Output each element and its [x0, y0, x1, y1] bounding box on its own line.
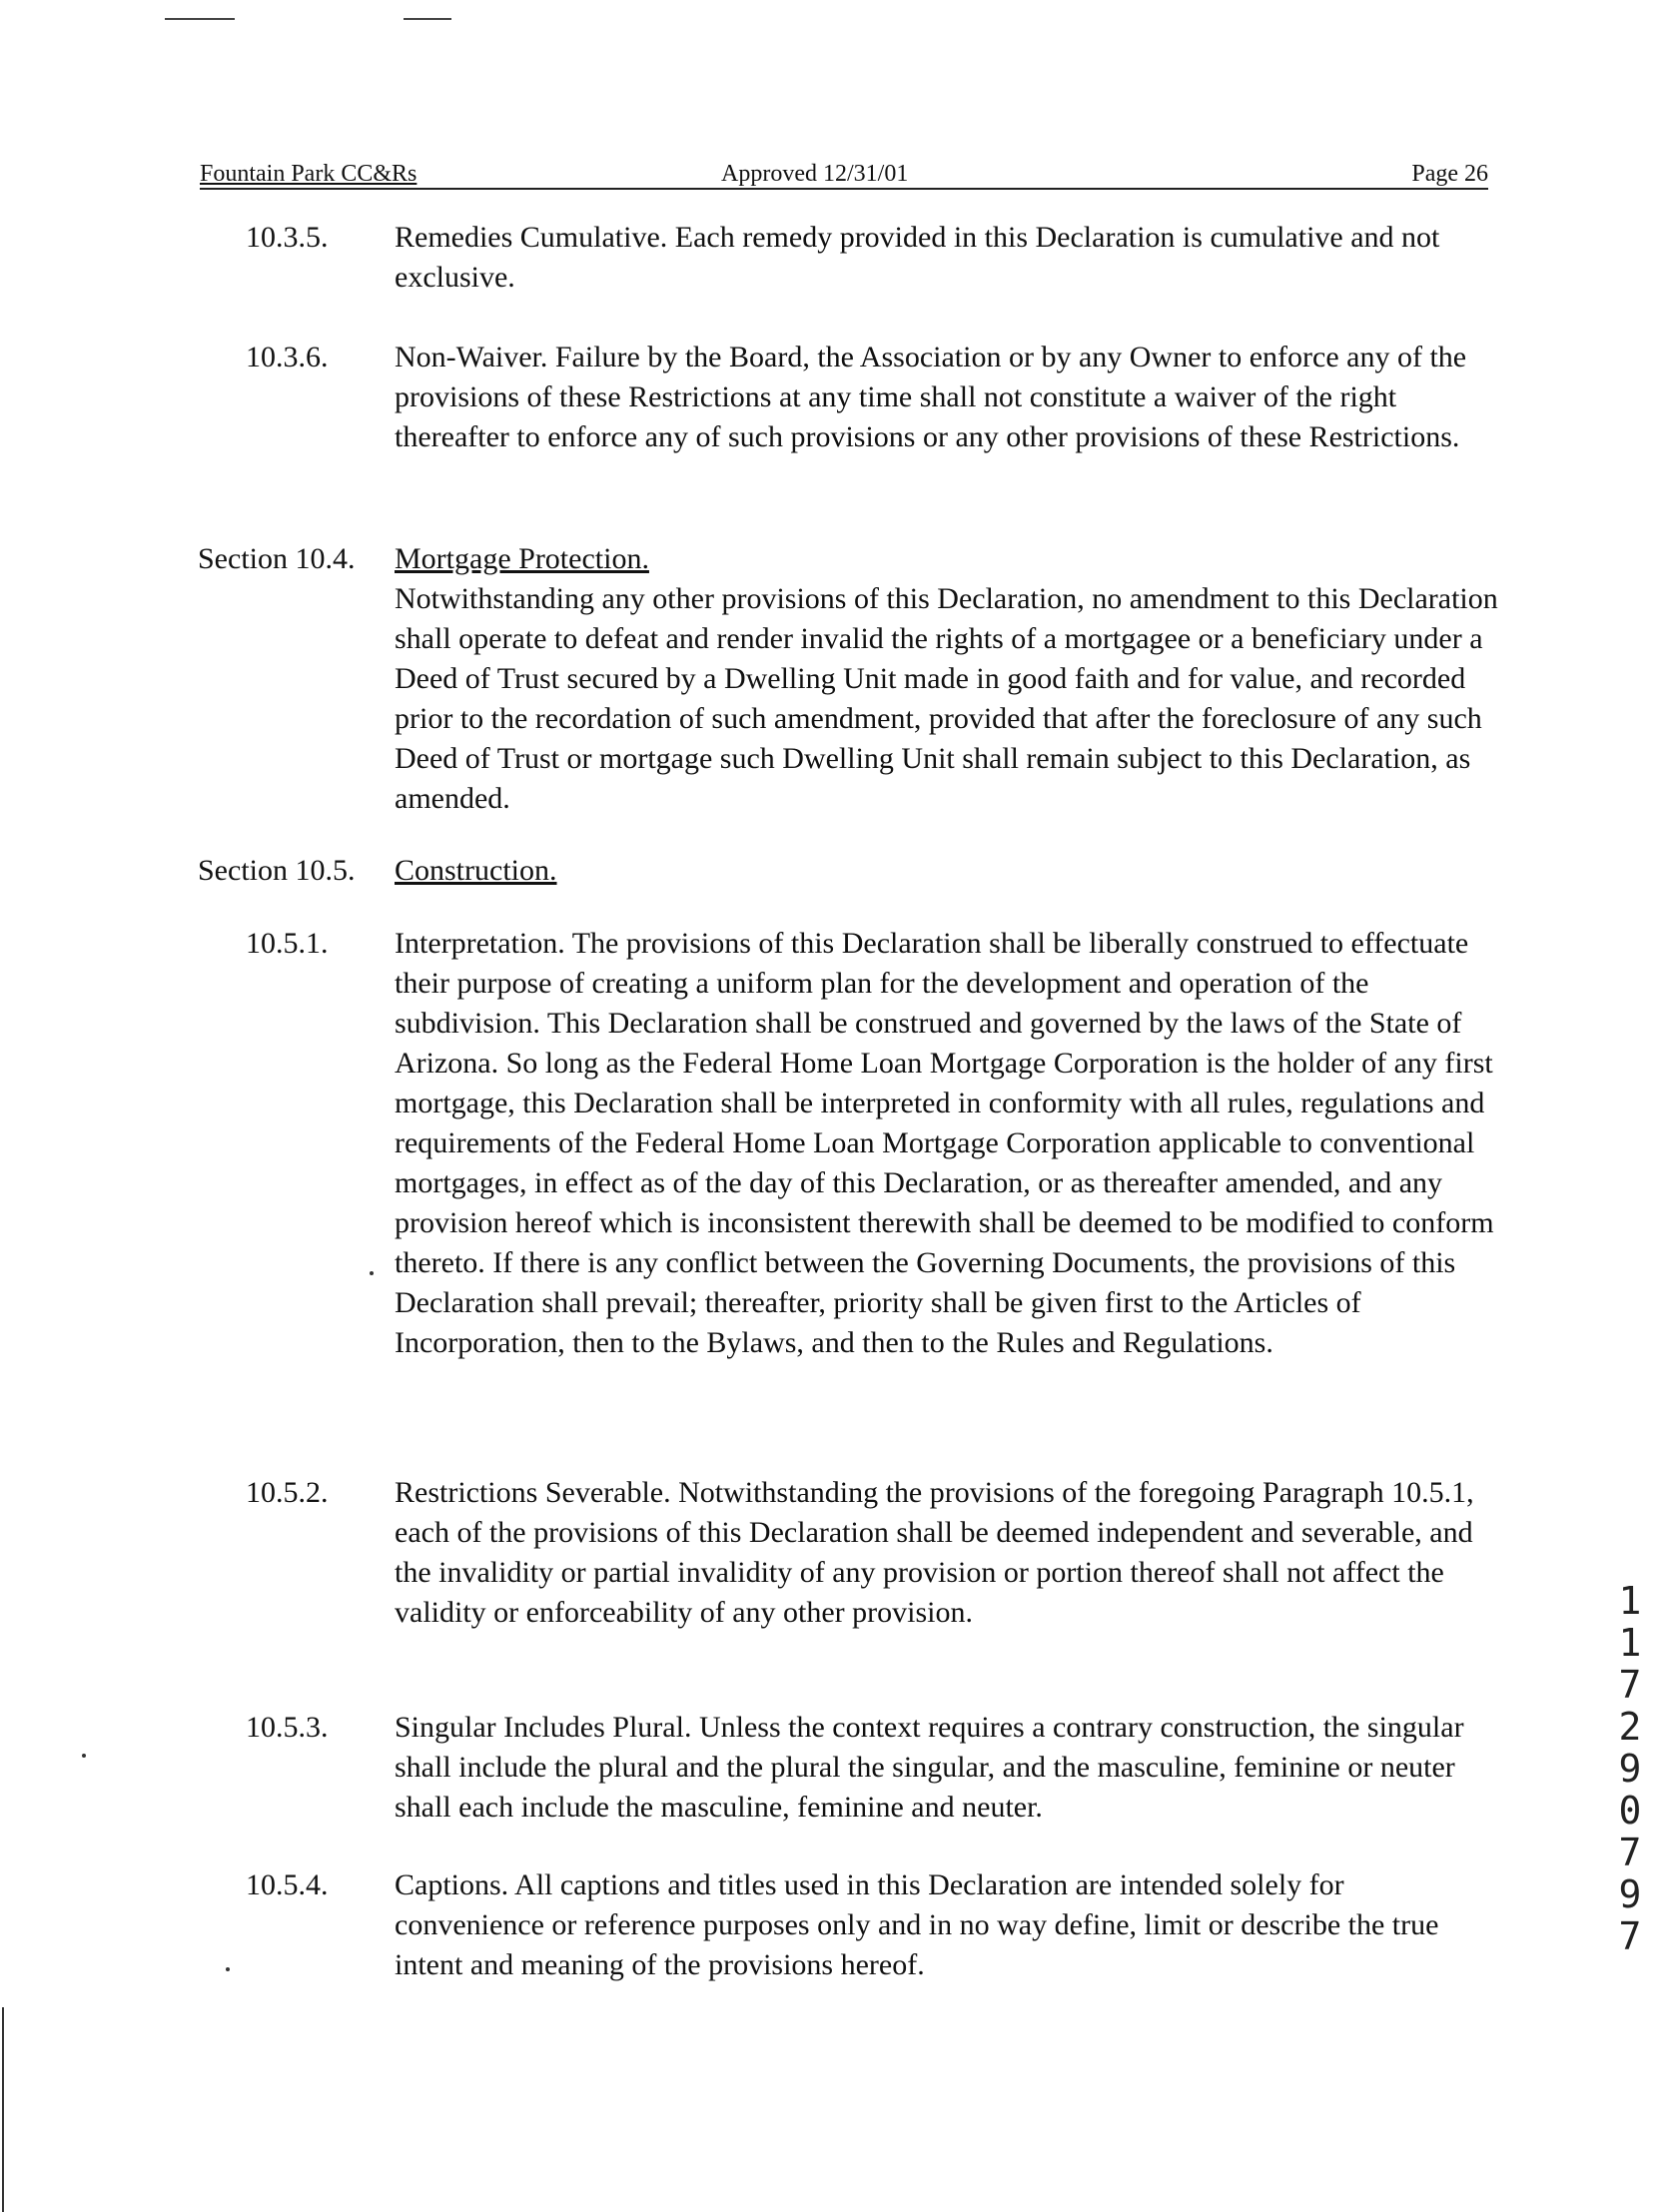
clause-title: Captions. — [395, 1868, 509, 1901]
clause-title: Non-Waiver. — [395, 341, 548, 373]
scan-speck — [82, 1754, 86, 1758]
scan-speck — [370, 1271, 374, 1275]
clause-body — [395, 218, 1498, 298]
header-page-number: Page 26 — [1411, 161, 1488, 187]
clause-text: The provisions of this Declaration shall be liberally construed to effectuate their purpose of creating a uniform plan for the development and operation of the subdivision. This Declaration shall be construed and governed by the laws of the State of Arizona. So long as the Federal Home Loan Mortgage Corporation is the holder of any first mortgage, this Declaration shall be interpreted in conformity with all rules, regulations and requirements of the Federal Home Loan Mortgage Corporation applicable to conventional mortgages, in effect as of the day of this Declaration, or as thereafter amended, and any provision hereof which is inconsistent therewith shall be deemed to be modified to conform thereto. If there is any conflict between the Governing Documents, the provisions of this Declaration shall prevail; thereafter, priority shall be given first to the Articles of Incorporation, then to the Bylaws, and then to the Rules and Regulations. — [395, 927, 1494, 1359]
clause-number: 10.3.6. — [246, 341, 329, 373]
section-label: Section 10.5. — [198, 854, 356, 887]
header-document-title: Fountain Park CC&Rs — [200, 161, 418, 187]
clause-number: 10.5.2. — [246, 1476, 329, 1509]
header-approval-date: Approved 12/31/01 — [721, 161, 909, 187]
section-text: Notwithstanding any other provisions of this Declaration, no amendment to this Declaration shall operate to defeat and render invalid the rights of a mortgagee or a beneficiary under a Deed of Trust secured by a Dwelling Unit made in good faith and for value, and recorded prior to the recordation of such amendment, provided that after the foreclosure of any such Deed of Trust or mortgage such Dwelling Unit shall remain subject to this Declaration, as amended. — [395, 582, 1498, 815]
clause-text: All captions and titles used in this Declaration are intended solely for convenience or reference purposes only and in no way define, limit or describe the true intent and meaning of the provisions hereof. — [395, 1868, 1439, 1981]
clause-number: 10.5.3. — [246, 1711, 329, 1744]
scan-artifact — [404, 18, 451, 20]
page-header — [200, 150, 1488, 190]
scan-artifact — [165, 18, 235, 20]
clause-body — [395, 924, 1498, 1363]
clause-text: Unless the context requires a contrary construction, the singular shall include the plural and the plural the singular, and the masculine, feminine or neuter shall each include the masculine, feminine and neuter. — [395, 1711, 1464, 1824]
clause-title: Restrictions Severable. — [395, 1476, 671, 1509]
clause-text: Failure by the Board, the Association or by any Owner to enforce any of the provisions of these Restrictions at any time shall not constitute a waiver of the right thereafter to enforce any of such provisions or any other provisions of these Restrictions. — [395, 341, 1467, 453]
clause-title: Singular Includes Plural. — [395, 1711, 692, 1744]
clause-body — [395, 1708, 1498, 1828]
scan-speck — [226, 1967, 230, 1971]
section-body — [395, 851, 1498, 891]
clause-number: 10.5.4. — [246, 1868, 329, 1901]
clause-title: Remedies Cumulative. — [395, 221, 668, 254]
clause-body — [395, 1473, 1498, 1633]
clause-body — [395, 338, 1498, 457]
clause-text: Each remedy provided in this Declaration is cumulative and not exclusive. — [395, 221, 1440, 294]
section-label: Section 10.4. — [198, 542, 356, 575]
clause-number: 10.5.1. — [246, 927, 329, 960]
clause-text: Notwithstanding the provisions of the foregoing Paragraph 10.5.1, each of the provisions of this Declaration shall be deemed independent and severable, and the invalidity or partial invalidity of any provision or portion thereof shall not affect the validity or enforceability of any other provision. — [395, 1476, 1474, 1629]
section-heading: Construction. — [395, 854, 557, 887]
scan-edge-line — [2, 2007, 4, 2212]
section-body — [395, 539, 1498, 819]
clause-title: Interpretation. — [395, 927, 565, 960]
recording-number-stamp: 11729 0797 — [1618, 1579, 1642, 1958]
clause-body — [395, 1865, 1498, 1985]
section-heading: Mortgage Protection. — [395, 542, 649, 575]
clause-number: 10.3.5. — [246, 221, 329, 254]
